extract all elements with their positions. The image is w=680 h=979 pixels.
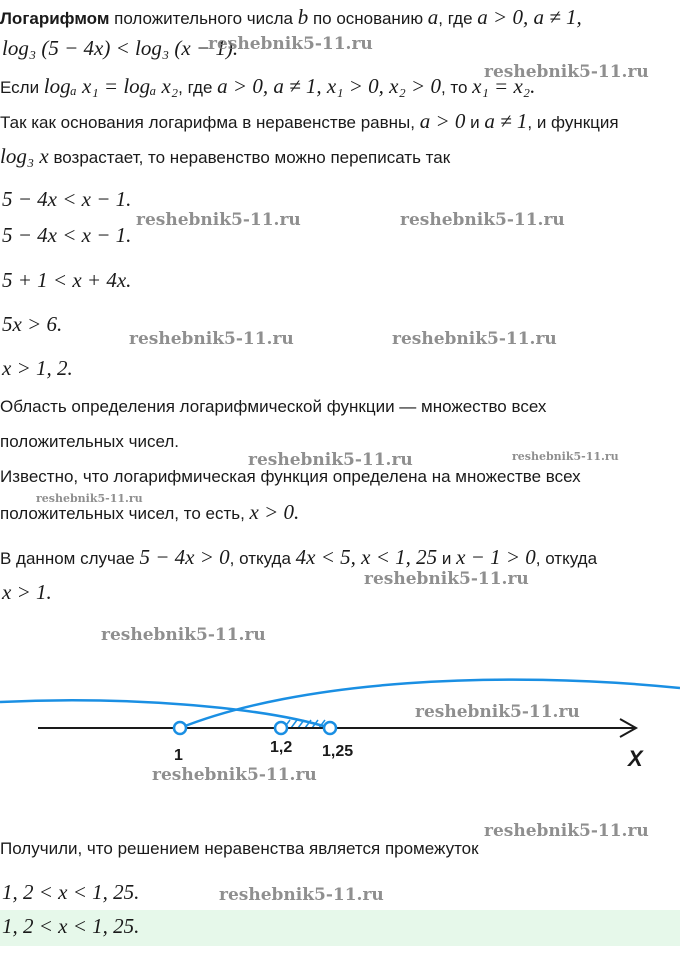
point-1-2-marker <box>275 722 287 734</box>
watermark: reshebnik5-11.ru <box>400 210 565 230</box>
domain-text-line2: положительных чисел. <box>0 432 180 451</box>
watermark: reshebnik5-11.ru <box>219 885 384 905</box>
watermark: reshebnik5-11.ru <box>129 329 294 349</box>
step-5: x > 1, 2. <box>2 356 73 380</box>
watermark: reshebnik5-11.ru <box>392 329 557 349</box>
term-logarithm: Логарифмом <box>0 9 110 28</box>
original-inequality: log₃ (5 − 4x) < log₃ (x − 1). <box>2 36 239 60</box>
watermark: reshebnik5-11.ru <box>512 450 619 463</box>
watermark: reshebnik5-11.ru <box>36 492 143 505</box>
watermark: reshebnik5-11.ru <box>152 765 317 785</box>
watermark: reshebnik5-11.ru <box>248 450 413 470</box>
point-1-2-label: 1,2 <box>270 739 293 756</box>
axis-x-label: X <box>628 746 643 771</box>
point-1-25-marker <box>324 722 336 734</box>
case-line1: В данном случае 5 − 4x > 0, откуда 4x < 5, x < 1, 25 и x − 1 > 0, откуда <box>0 545 598 569</box>
case-line2: x > 1. <box>2 580 52 604</box>
domain-text-line1: Область определения логарифмической функции — множество всех <box>0 397 547 416</box>
known-text-line1: Известно, что логарифмическая функция определена на множестве всех <box>0 467 581 486</box>
answer-highlight: 1, 2 < x < 1, 25. <box>2 914 140 938</box>
step-4: 5x > 6. <box>2 312 63 336</box>
watermark: reshebnik5-11.ru <box>101 625 266 645</box>
paragraph-definition: Логарифмом положительного числа b по основанию a, где a > 0, a ≠ 1, <box>0 5 582 29</box>
step-1: 5 − 4x < x − 1. <box>2 187 132 211</box>
paragraph-equality-rule: Если logₐ x₁ = logₐ x₂, где a > 0, a ≠ 1, x₁ > 0, x₂ > 0, то x₁ = x₂. <box>0 74 536 98</box>
step-2: 5 − 4x < x − 1. <box>2 223 132 247</box>
point-1-marker <box>174 722 186 734</box>
point-1-25-label: 1,25 <box>322 743 354 760</box>
answer-line: 1, 2 < x < 1, 25. <box>2 880 140 904</box>
point-1-label: 1 <box>174 747 183 764</box>
watermark: reshebnik5-11.ru <box>208 34 373 54</box>
watermark: reshebnik5-11.ru <box>364 569 529 589</box>
watermark: reshebnik5-11.ru <box>415 702 580 722</box>
watermark: reshebnik5-11.ru <box>484 62 649 82</box>
paragraph-bases-equal-cont: log₃ x возрастает, то неравенство можно переписать так <box>0 144 451 168</box>
conclusion-text: Получили, что решением неравенства является промежуток <box>0 839 479 858</box>
watermark: reshebnik5-11.ru <box>484 821 649 841</box>
known-text-line2: положительных чисел, то есть, x > 0. <box>0 500 300 524</box>
step-3: 5 + 1 < x + 4x. <box>2 268 132 292</box>
paragraph-bases-equal: Так как основания логарифма в неравенстве равны, a > 0 и a ≠ 1, и функция <box>0 109 619 133</box>
watermark: reshebnik5-11.ru <box>136 210 301 230</box>
